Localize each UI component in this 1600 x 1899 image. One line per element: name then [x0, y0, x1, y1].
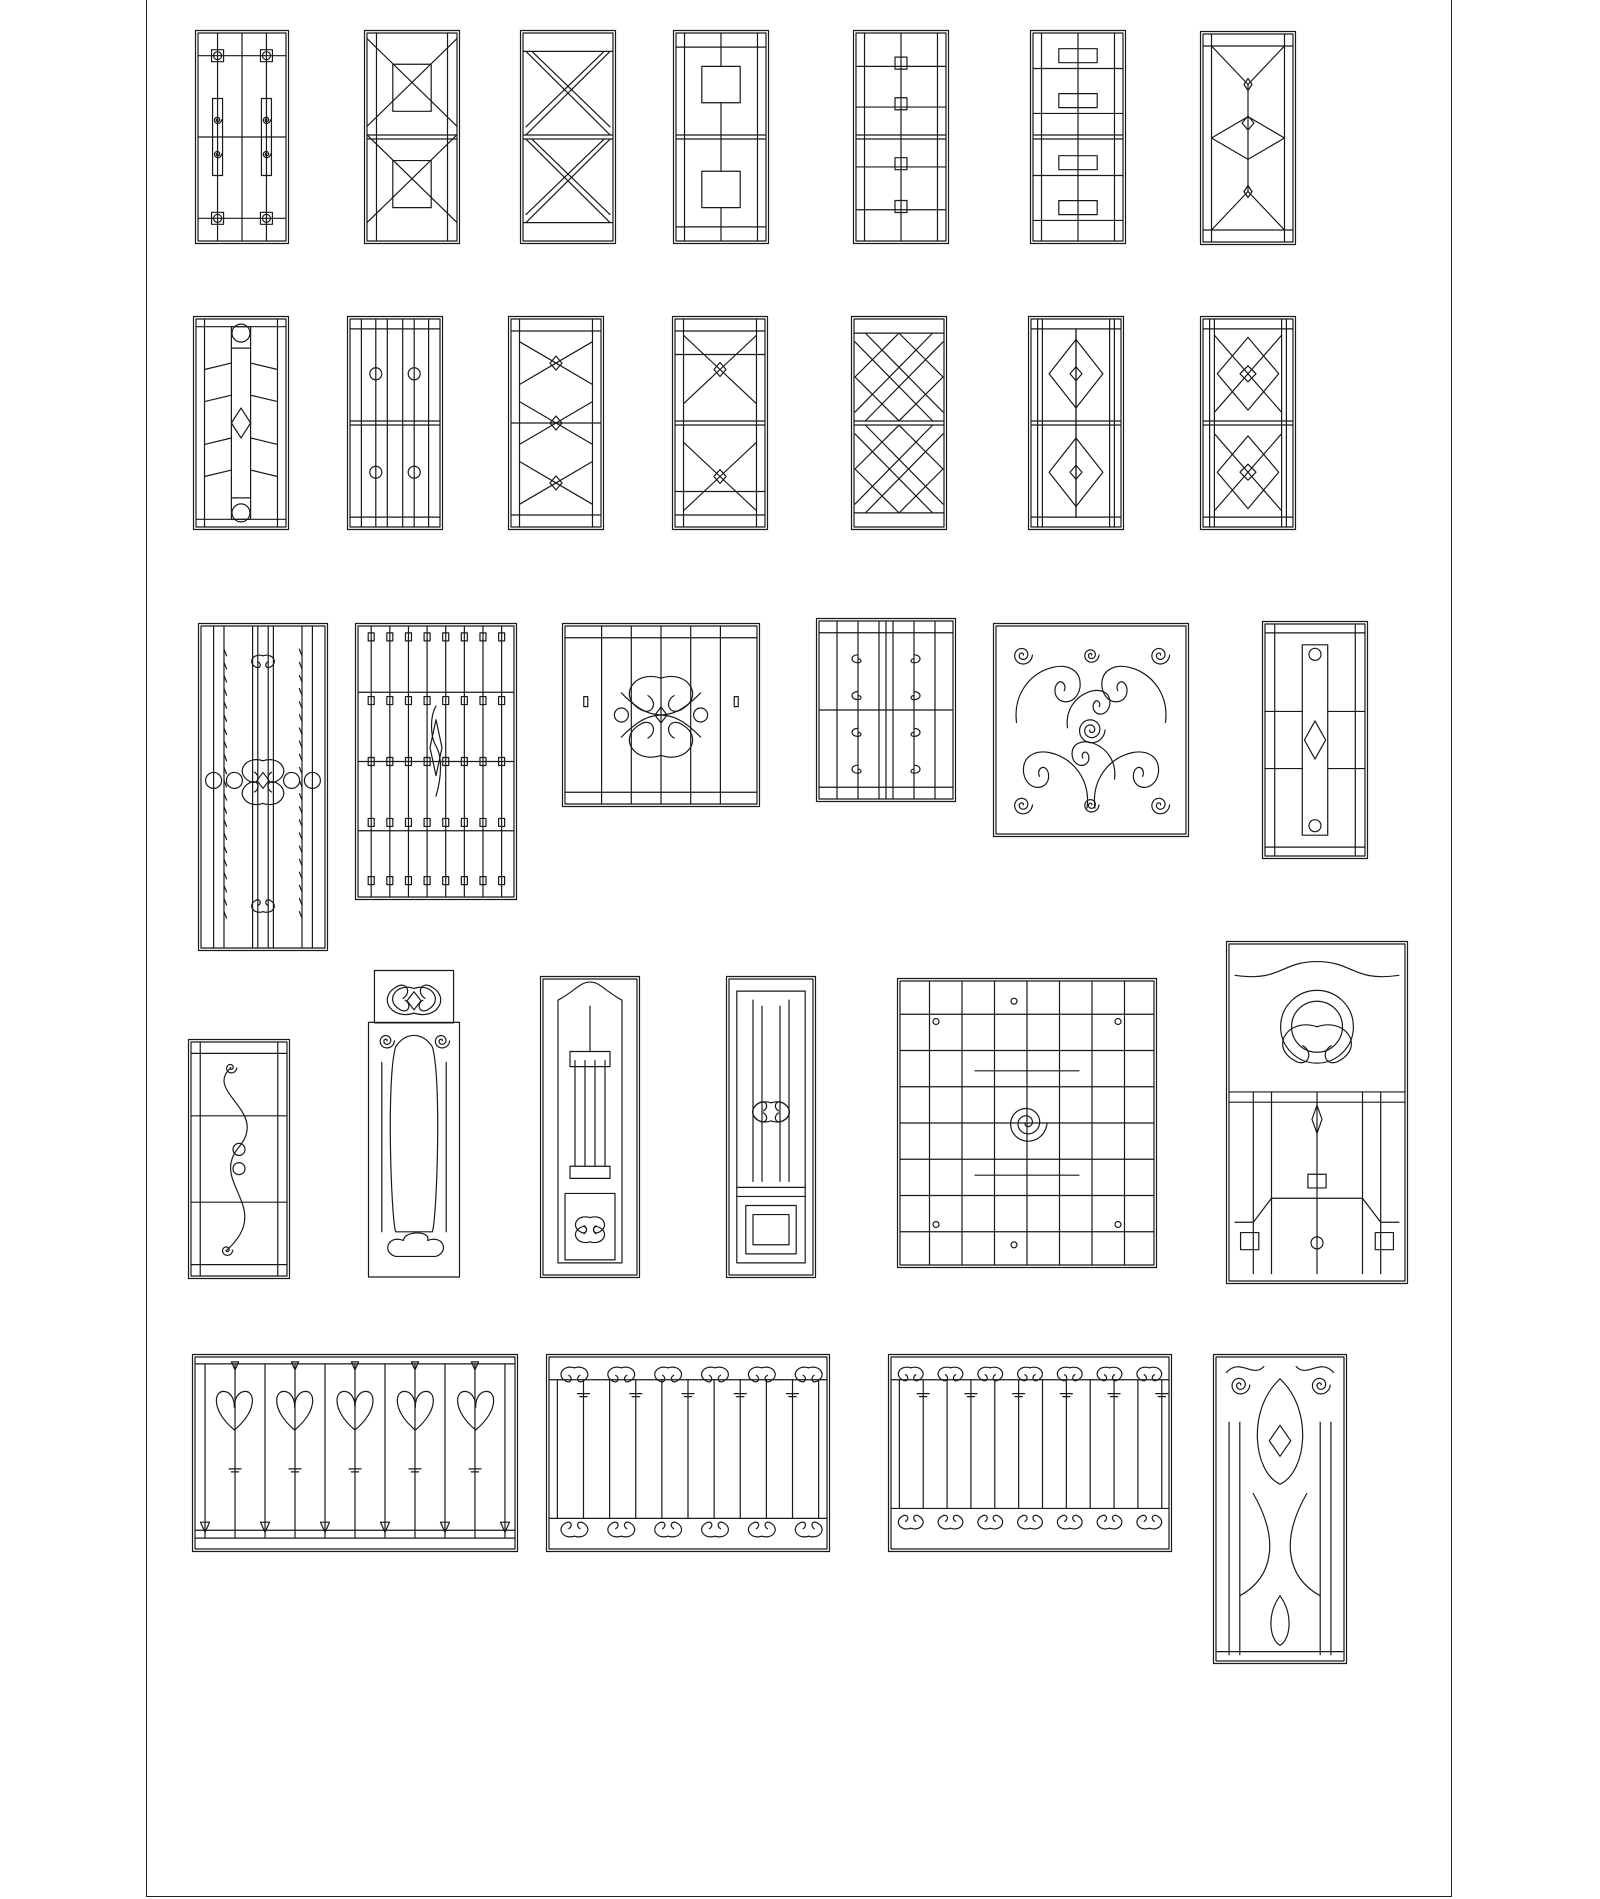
grille-panel-27 [1213, 1354, 1347, 1664]
grille-panel-icon [851, 316, 947, 530]
grille-panel-2 [364, 30, 460, 244]
grille-panel-icon [853, 30, 949, 244]
grille-panel-icon [192, 1354, 518, 1552]
grille-panel-16 [355, 623, 517, 900]
grille-panel-icon [355, 623, 517, 900]
grille-panel-icon [546, 1354, 830, 1552]
grille-panel-icon [1213, 1354, 1347, 1664]
grille-panel-5 [853, 30, 949, 244]
grille-panel-icon [1200, 31, 1296, 245]
grille-panel-icon [195, 30, 289, 244]
grille-panel-14 [1200, 316, 1296, 530]
railing-panel-1 [192, 1354, 518, 1552]
grille-panel-12 [851, 316, 947, 530]
grille-panel-icon [673, 30, 769, 244]
grille-panel-icon [888, 1354, 1172, 1552]
grille-panel-26 [1226, 941, 1408, 1284]
grille-panel-18 [816, 618, 956, 802]
grille-panel-icon [897, 978, 1157, 1268]
railing-panel-2 [546, 1354, 830, 1552]
grille-panel-13 [1028, 316, 1124, 530]
grille-panel-icon [816, 618, 956, 802]
grille-panel-1 [195, 30, 289, 244]
grille-panel-icon [726, 976, 816, 1278]
grille-panel-icon [508, 316, 604, 530]
grille-panel-icon [993, 623, 1189, 837]
grille-panel-23 [540, 976, 640, 1278]
grille-panel-24 [726, 976, 816, 1278]
grille-panel-icon [540, 976, 640, 1278]
grille-panel-icon [1226, 941, 1408, 1284]
grille-panel-icon [1262, 621, 1368, 859]
grille-panel-3 [520, 30, 616, 244]
grille-panel-icon [193, 316, 289, 530]
grille-panel-icon [1028, 316, 1124, 530]
grille-panel-6 [1030, 30, 1126, 244]
grille-panel-icon [520, 30, 616, 244]
grille-panel-icon [188, 1039, 290, 1279]
grille-panel-icon [198, 623, 328, 951]
railing-panel-3 [888, 1354, 1172, 1552]
grille-panel-21 [188, 1039, 290, 1279]
grille-panel-11 [672, 316, 768, 530]
grille-panel-icon [347, 316, 443, 530]
grille-panel-10 [508, 316, 604, 530]
grille-panel-20 [1262, 621, 1368, 859]
grille-panel-25 [897, 978, 1157, 1268]
grille-panel-9 [347, 316, 443, 530]
grille-panel-19 [993, 623, 1189, 837]
grille-panel-22 [368, 970, 460, 1278]
grille-panel-icon [562, 623, 760, 807]
grille-panel-icon [1030, 30, 1126, 244]
grille-panel-15 [198, 623, 328, 951]
grille-panel-4 [673, 30, 769, 244]
grille-panel-icon [1200, 316, 1296, 530]
grille-panel-icon [672, 316, 768, 530]
grille-panel-icon [364, 30, 460, 244]
grille-panel-8 [193, 316, 289, 530]
grille-panel-7 [1200, 31, 1296, 245]
grille-panel-icon [368, 970, 460, 1278]
grille-panel-17 [562, 623, 760, 807]
